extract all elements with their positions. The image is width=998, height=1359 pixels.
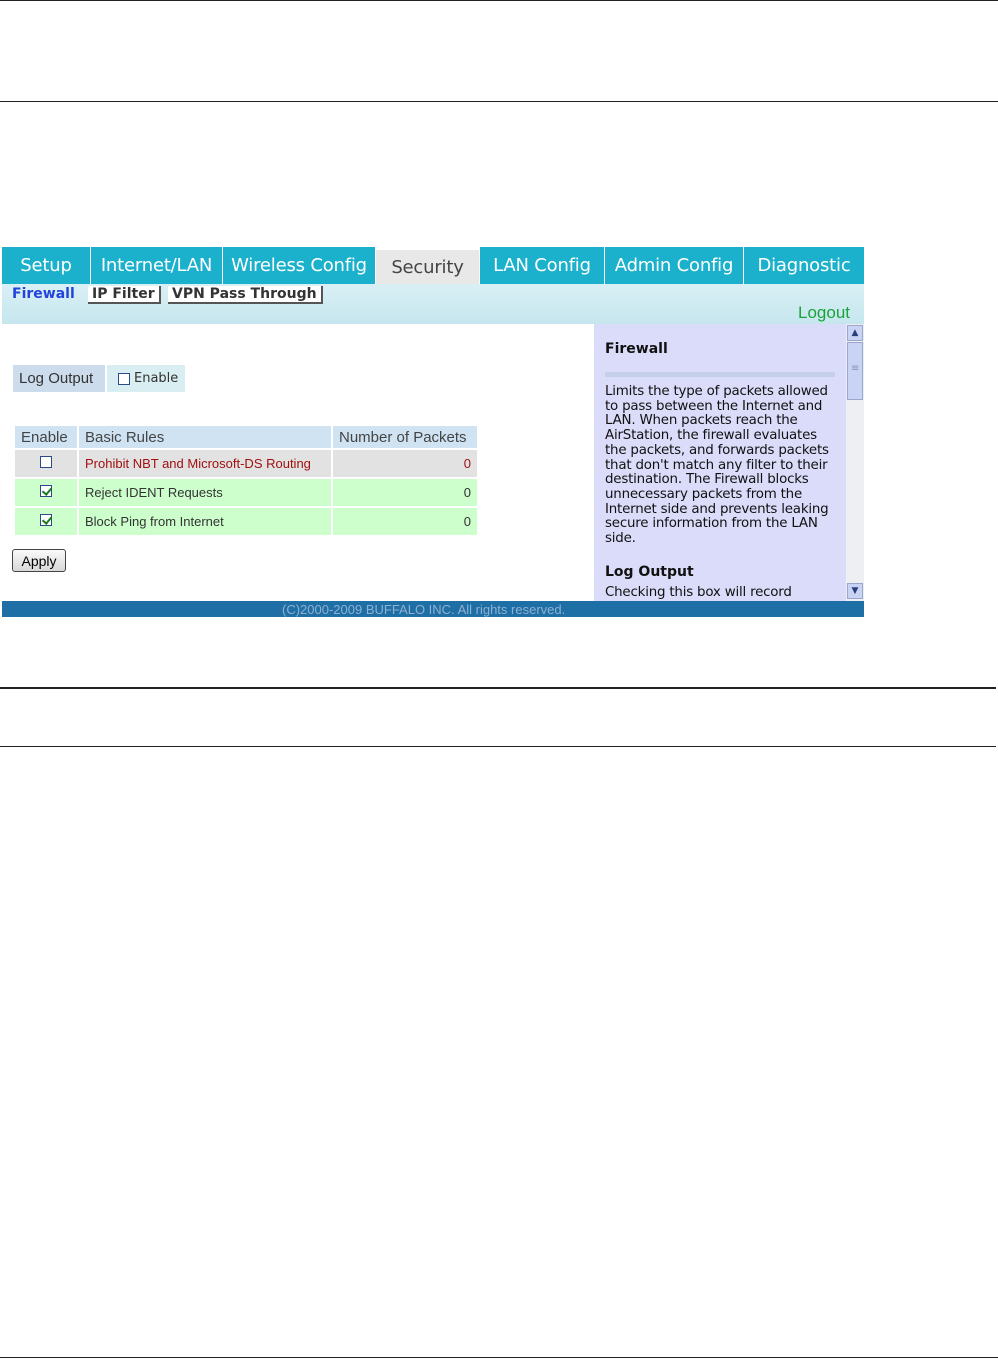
firewall-settings-panel bbox=[2, 324, 594, 601]
caption-bottom-rule bbox=[0, 746, 996, 747]
log-output-label: Log Output bbox=[13, 365, 105, 392]
tab-wireless-config[interactable]: Wireless Config bbox=[223, 247, 376, 284]
subtab-ip-filter[interactable]: IP Filter bbox=[88, 286, 161, 304]
enable-cell bbox=[15, 450, 77, 477]
enable-cell bbox=[15, 479, 77, 506]
help-panel bbox=[594, 324, 846, 601]
packet-count: 0 bbox=[333, 450, 477, 477]
rule-name: Block Ping from Internet bbox=[79, 508, 331, 535]
basic-rules-table bbox=[13, 424, 479, 537]
help-title: Firewall bbox=[605, 341, 668, 357]
subtab-firewall[interactable]: Firewall bbox=[12, 286, 75, 302]
enable-column-header: Enable bbox=[15, 426, 77, 448]
log-output-cell bbox=[107, 365, 185, 392]
table-row bbox=[15, 508, 477, 535]
tab-diagnostic[interactable]: Diagnostic bbox=[744, 247, 864, 284]
caption-top-rule bbox=[0, 687, 996, 689]
scroll-thumb[interactable] bbox=[847, 342, 863, 400]
log-output-checkbox[interactable] bbox=[118, 373, 130, 385]
help-divider bbox=[605, 372, 835, 377]
table-header-row bbox=[15, 426, 477, 448]
sub-navigation bbox=[2, 284, 864, 324]
enable-cell bbox=[15, 508, 77, 535]
rule-name: Reject IDENT Requests bbox=[79, 479, 331, 506]
subtab-vpn-pass-through[interactable]: VPN Pass Through bbox=[168, 286, 323, 304]
tab-setup[interactable]: Setup bbox=[2, 247, 91, 284]
packet-count: 0 bbox=[333, 479, 477, 506]
rule-name: Prohibit NBT and Microsoft-DS Routing bbox=[79, 450, 331, 477]
tab-admin-config[interactable]: Admin Config bbox=[605, 247, 744, 284]
apply-button[interactable]: Apply bbox=[12, 549, 66, 572]
logout-link[interactable]: Logout bbox=[798, 303, 850, 322]
copyright-text: (C)2000-2009 BUFFALO INC. All rights reserved. bbox=[282, 602, 566, 617]
basic-rules-column-header: Basic Rules bbox=[79, 426, 331, 448]
main-tabs bbox=[2, 247, 864, 284]
router-admin-window bbox=[2, 247, 864, 617]
page-bottom-rule bbox=[0, 1357, 998, 1358]
packets-column-header: Number of Packets bbox=[333, 426, 477, 448]
header-rule bbox=[0, 101, 998, 102]
tab-lan-config[interactable]: LAN Config bbox=[480, 247, 605, 284]
table-row bbox=[15, 479, 477, 506]
table-row bbox=[15, 450, 477, 477]
help-scrollbar[interactable] bbox=[846, 324, 864, 601]
help-text: Limits the type of packets allowed to pass between the Internet and LAN. When packets reach the AirStation, the firewall evaluates the packets, and forwards packets that don't match any filter to their destination. The Firewall blocks unnecessary packets from the Internet side and prevents leaking secure information from the LAN side. bbox=[605, 384, 829, 547]
scroll-down-arrow-icon[interactable]: ▼ bbox=[847, 583, 863, 599]
log-output-enable-label: Enable bbox=[134, 371, 179, 386]
tab-internet-lan[interactable]: Internet/LAN bbox=[91, 247, 223, 284]
help-section-title: Log Output bbox=[605, 564, 694, 580]
rule-enable-checkbox[interactable] bbox=[40, 485, 52, 497]
tab-security[interactable]: Security bbox=[376, 250, 480, 284]
rule-enable-checkbox[interactable] bbox=[40, 456, 52, 468]
rule-enable-checkbox[interactable] bbox=[40, 514, 52, 526]
packet-count: 0 bbox=[333, 508, 477, 535]
page-top-rule bbox=[0, 0, 998, 1]
help-section-text: Checking this box will record bbox=[605, 585, 792, 600]
scroll-up-arrow-icon[interactable]: ▲ bbox=[847, 325, 863, 341]
copyright-footer bbox=[2, 601, 864, 617]
